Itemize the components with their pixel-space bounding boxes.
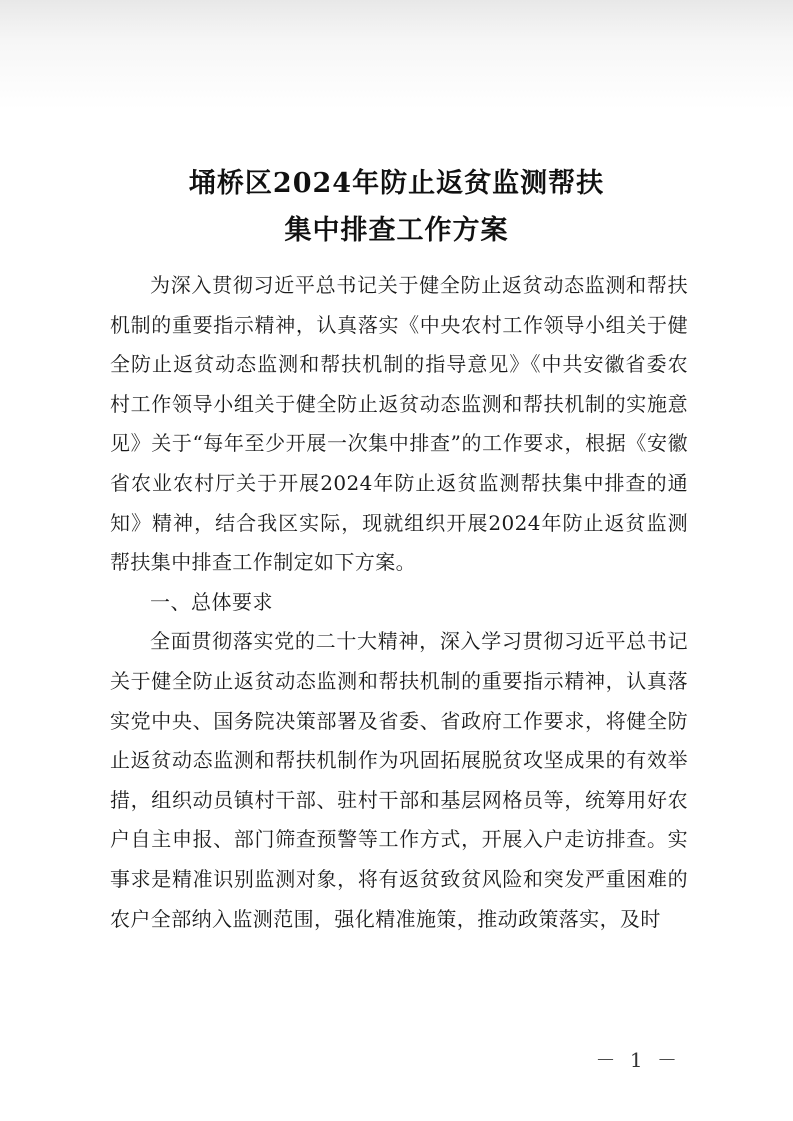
general-requirements-paragraph: 全面贯彻落实党的二十大精神，深入学习贯彻习近平总书记关于健全防止返贫动态监测和帮扶机制的重要指示精神，认真落实党中央、国务院决策部署及省委、省政府工作要求，将健全防止返贫动态监测和帮扶机制作为巩固拓展脱贫攻坚成果的有效举措，组织动员镇村干部、驻村干部和基层网格员等，统筹用好农户自主申报、部门筛查预警等工作方式，开展入户走访排查。实事求是精准识别监测对象，将有返贫致贫风险和突发严重困难的农户全部纳入监测范围，强化精准施策，推动政策落实，及时	[110, 629, 688, 931]
title-line-2: 集中排查工作方案	[284, 215, 509, 246]
document-title	[0, 160, 793, 254]
title-line-1: 埇桥区2024年防止返贫监测帮扶	[188, 168, 605, 199]
page-number: － 1 －	[595, 1048, 681, 1072]
document-body	[110, 266, 688, 939]
section-heading-general-requirements: 一、总体要求	[150, 589, 273, 614]
intro-paragraph: 为深入贯彻习近平总书记关于健全防止返贫动态监测和帮扶机制的重要指示精神，认真落实《中央农村工作领导小组关于健全防止返贫动态监测和帮扶机制的指导意见》《中共安徽省委农村工作领导小组关于健全防止返贫动态监测和帮扶机制的实施意见》关于“每年至少开展一次集中排查”的工作要求，根据《安徽省农业农村厅关于开展2024年防止返贫监测帮扶集中排查的通知》精神，结合我区实际，现就组织开展2024年防止返贫监测帮扶集中排查工作制定如下方案。	[110, 273, 688, 575]
